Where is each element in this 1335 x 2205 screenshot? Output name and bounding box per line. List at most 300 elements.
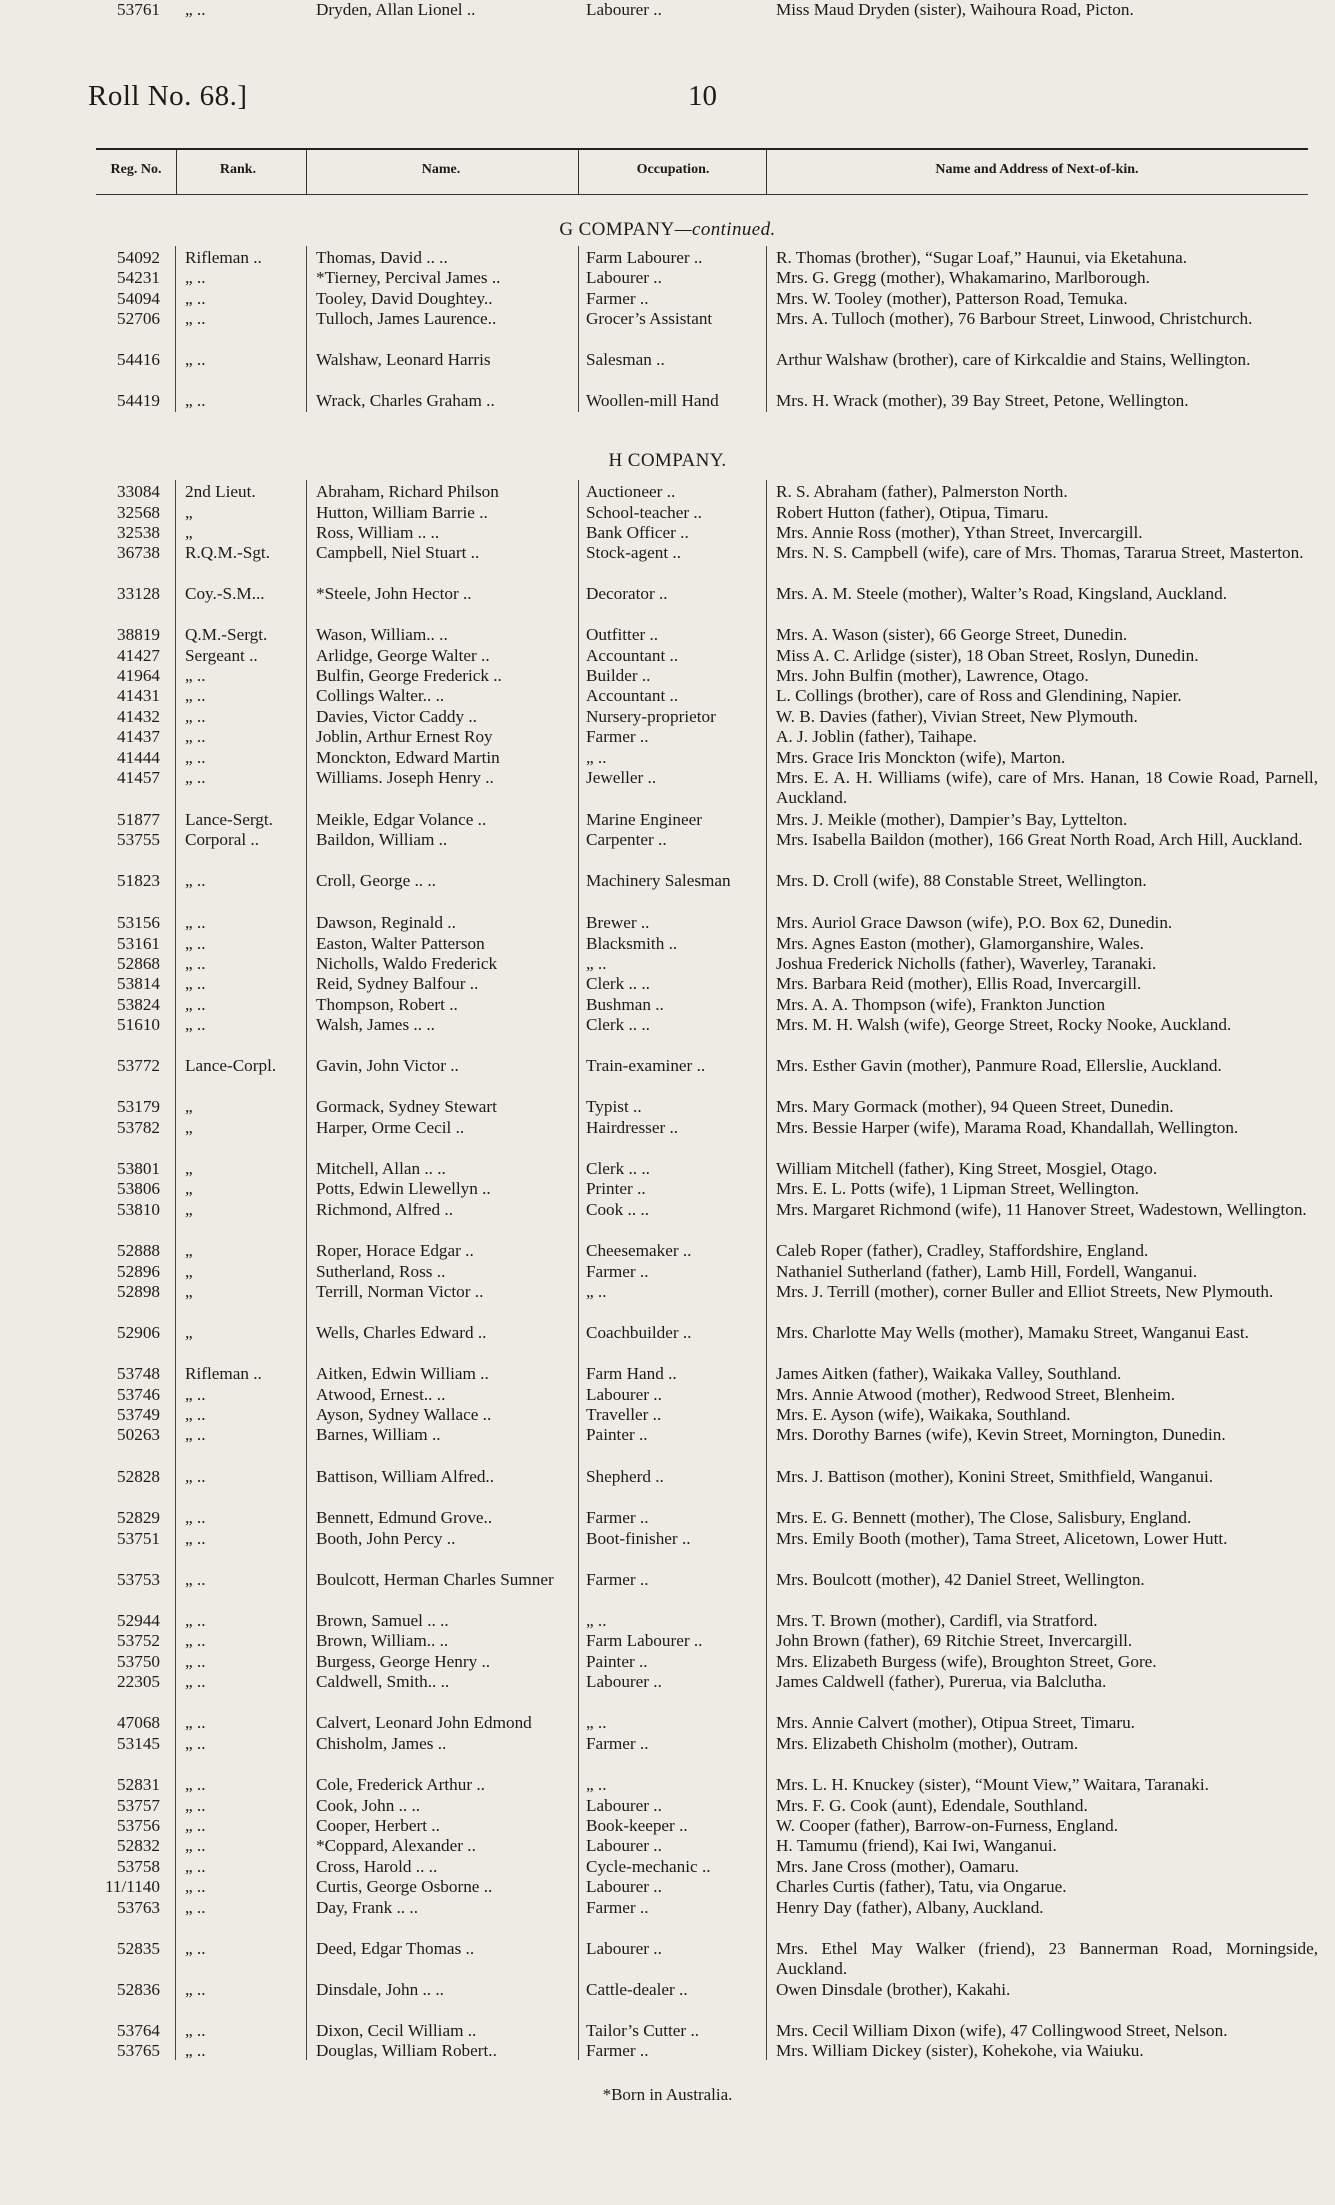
soldier-name: Sutherland, Ross ..: [316, 1262, 446, 1281]
soldier-name: Cross, Harold .. ..: [316, 1857, 438, 1876]
occupation: Farmer ..: [586, 1508, 649, 1527]
soldier-name: Arlidge, George Walter ..: [316, 646, 490, 665]
reg-number: 52888: [117, 1241, 160, 1260]
reg-number: 53761: [117, 0, 160, 19]
soldier-name: Nicholls, Waldo Frederick: [316, 954, 498, 973]
occupation: Painter ..: [586, 1652, 648, 1671]
reg-number: 53824: [117, 995, 160, 1014]
reg-number: 54419: [117, 391, 160, 410]
soldier-name: Atwood, Ernest.. ..: [316, 1385, 446, 1404]
reg-number: 53753: [117, 1570, 160, 1589]
occupation: Bank Officer ..: [586, 523, 689, 542]
header-bottom-rule: [96, 194, 1308, 195]
soldier-name: Bulfin, George Frederick ..: [316, 666, 502, 685]
soldier-name: Gormack, Sydney Stewart: [316, 1097, 497, 1116]
occupation: Train-examiner ..: [586, 1056, 706, 1075]
next-of-kin: Mrs. E. Ayson (wife), Waikaka, Southland.: [776, 1405, 1071, 1424]
soldier-name: Thomas, David .. ..: [316, 248, 448, 267]
soldier-name: Ross, William .. ..: [316, 523, 440, 542]
soldier-name: Booth, John Percy ..: [316, 1529, 456, 1548]
soldier-name: Brown, William.. ..: [316, 1631, 449, 1650]
soldier-name: Battison, William Alfred..: [316, 1467, 495, 1486]
rank: „ ..: [185, 1405, 206, 1424]
reg-number: 53810: [117, 1200, 160, 1219]
rank: „: [185, 1159, 193, 1178]
next-of-kin: Henry Day (father), Albany, Auckland.: [776, 1898, 1044, 1917]
next-of-kin: James Aitken (father), Waikaka Valley, Southland.: [776, 1364, 1122, 1383]
rank: „ ..: [185, 727, 206, 746]
column-rule: [578, 246, 579, 412]
soldier-name: Potts, Edwin Llewellyn ..: [316, 1179, 491, 1198]
rank: Corporal ..: [185, 830, 259, 849]
occupation: Cycle-mechanic ..: [586, 1857, 711, 1876]
soldier-name: Barnes, William ..: [316, 1425, 441, 1444]
next-of-kin: Mrs. N. S. Campbell (wife), care of Mrs. Thomas, Tararua Street, Masterton.: [776, 543, 1304, 562]
next-of-kin: Mrs. Margaret Richmond (wife), 11 Hanover Street, Wadestown, Wellington.: [776, 1200, 1307, 1219]
occupation: Labourer ..: [586, 1672, 662, 1691]
next-of-kin: Miss Maud Dryden (sister), Waihoura Road, Picton.: [776, 0, 1134, 19]
next-of-kin: William Mitchell (father), King Street, Mosgiel, Otago.: [776, 1159, 1158, 1178]
next-of-kin: Mrs. E. A. H. Williams (wife), care of Mrs. Hanan, 18 Cowie Road, Parnell, Auckland.: [776, 768, 1318, 808]
soldier-name: Boulcott, Herman Charles Sumner: [316, 1570, 554, 1589]
reg-number: 41431: [117, 686, 160, 705]
soldier-name: Dryden, Allan Lionel ..: [316, 0, 476, 19]
occupation: Clerk .. ..: [586, 1015, 650, 1034]
occupation: „ ..: [586, 1775, 607, 1794]
soldier-name: Deed, Edgar Thomas ..: [316, 1939, 475, 1958]
next-of-kin: Mrs. J. Battison (mother), Konini Street, Smithfield, Wanganui.: [776, 1467, 1214, 1486]
next-of-kin: Mrs. A. Tulloch (mother), 76 Barbour Street, Linwood, Christchurch.: [776, 309, 1253, 328]
reg-number: 53758: [117, 1857, 160, 1876]
soldier-name: Douglas, William Robert..: [316, 2041, 497, 2060]
soldier-name: Monckton, Edward Martin: [316, 748, 500, 767]
occupation: Decorator ..: [586, 584, 668, 603]
soldier-name: Burgess, George Henry ..: [316, 1652, 491, 1671]
next-of-kin: R. Thomas (brother), “Sugar Loaf,” Haunui, via Eketahuna.: [776, 248, 1188, 267]
column-rank: Rank.: [219, 162, 257, 177]
next-of-kin: Mrs. Mary Gormack (mother), 94 Queen Street, Dunedin.: [776, 1097, 1174, 1116]
occupation: Labourer ..: [586, 1385, 662, 1404]
rank: „ ..: [185, 871, 206, 890]
next-of-kin: W. Cooper (father), Barrow-on-Furness, England.: [776, 1816, 1119, 1835]
next-of-kin: R. S. Abraham (father), Palmerston North.: [776, 482, 1068, 501]
rank: Coy.-S.M...: [185, 584, 265, 603]
occupation: Outfitter ..: [586, 625, 659, 644]
column-rule: [306, 480, 307, 2060]
rank: „: [185, 1097, 193, 1116]
reg-number: 33128: [117, 584, 160, 603]
reg-number: 52868: [117, 954, 160, 973]
reg-number: 41432: [117, 707, 160, 726]
next-of-kin: W. B. Davies (father), Vivian Street, New Plymouth.: [776, 707, 1138, 726]
company-heading-g: [0, 219, 1335, 241]
next-of-kin: H. Tamumu (friend), Kai Iwi, Wanganui.: [776, 1836, 1057, 1855]
soldier-name: Cole, Frederick Arthur ..: [316, 1775, 485, 1794]
soldier-name: Tooley, David Doughtey..: [316, 289, 493, 308]
next-of-kin: Mrs. E. L. Potts (wife), 1 Lipman Street, Wellington.: [776, 1179, 1140, 1198]
next-of-kin: Arthur Walshaw (brother), care of Kirkcaldie and Stains, Wellington.: [776, 350, 1251, 369]
reg-number: 33084: [117, 482, 160, 501]
soldier-name: Caldwell, Smith.. ..: [316, 1672, 450, 1691]
occupation: Builder ..: [586, 666, 651, 685]
soldier-name: Calvert, Leonard John Edmond: [316, 1713, 532, 1732]
rank: „ ..: [185, 1467, 206, 1486]
next-of-kin: Mrs. Charlotte May Wells (mother), Mamaku Street, Wanganui East.: [776, 1323, 1249, 1342]
reg-number: 53749: [117, 1405, 160, 1424]
rank: „ ..: [185, 1425, 206, 1444]
occupation: Farm Hand ..: [586, 1364, 677, 1383]
next-of-kin: Mrs. Isabella Baildon (mother), 166 Great North Road, Arch Hill, Auckland.: [776, 830, 1303, 849]
reg-number: 53801: [117, 1159, 160, 1178]
rank: „ ..: [185, 1672, 206, 1691]
rank: „: [185, 1262, 193, 1281]
page-number: 10: [688, 80, 717, 112]
occupation: Bushman ..: [586, 995, 664, 1014]
reg-number: 52835: [117, 1939, 160, 1958]
next-of-kin: Mrs. Cecil William Dixon (wife), 47 Collingwood Street, Nelson.: [776, 2021, 1228, 2040]
occupation: Blacksmith ..: [586, 934, 678, 953]
reg-number: 41444: [117, 748, 160, 767]
rank: „ ..: [185, 974, 206, 993]
occupation: Labourer ..: [586, 1796, 662, 1815]
reg-number: 11/1140: [104, 1877, 160, 1896]
soldier-name: Wrack, Charles Graham ..: [316, 391, 495, 410]
column-rule: [766, 246, 767, 412]
reg-number: 52829: [117, 1508, 160, 1527]
rank: „ ..: [185, 666, 206, 685]
rank: „ ..: [185, 1385, 206, 1404]
next-of-kin: L. Collings (brother), care of Ross and Glendining, Napier.: [776, 686, 1182, 705]
next-of-kin: Mrs. A. M. Steele (mother), Walter’s Road, Kingsland, Auckland.: [776, 584, 1227, 603]
soldier-name: Easton, Walter Patterson: [316, 934, 485, 953]
reg-number: 50263: [117, 1425, 160, 1444]
occupation: Cheesemaker ..: [586, 1241, 692, 1260]
soldier-name: Dixon, Cecil William ..: [316, 2021, 477, 2040]
occupation: Painter ..: [586, 1425, 648, 1444]
occupation: „ ..: [586, 1611, 607, 1630]
rank: „ ..: [185, 913, 206, 932]
reg-number: 52828: [117, 1467, 160, 1486]
reg-number: 53765: [117, 2041, 160, 2060]
footnote: *Born in Australia.: [602, 2085, 733, 2104]
reg-number: 52944: [117, 1611, 160, 1630]
occupation: Clerk .. ..: [586, 974, 650, 993]
reg-number: 53764: [117, 2021, 160, 2040]
rank: 2nd Lieut.: [185, 482, 256, 501]
next-of-kin: Mrs. F. G. Cook (aunt), Edendale, Southland.: [776, 1796, 1088, 1815]
reg-number: 53746: [117, 1385, 160, 1404]
occupation: Machinery Salesman: [586, 871, 731, 890]
reg-number: 51877: [117, 810, 160, 829]
rank: „: [185, 1118, 193, 1137]
rank: „ ..: [185, 1652, 206, 1671]
next-of-kin: Mrs. M. H. Walsh (wife), George Street, Rocky Nooke, Auckland.: [776, 1015, 1232, 1034]
reg-number: 53156: [117, 913, 160, 932]
reg-number: 41457: [117, 768, 160, 787]
soldier-name: *Steele, John Hector ..: [316, 584, 472, 603]
rank: „ ..: [185, 1611, 206, 1630]
occupation: Book-keeper ..: [586, 1816, 688, 1835]
soldier-name: Curtis, George Osborne ..: [316, 1877, 493, 1896]
occupation: Printer ..: [586, 1179, 646, 1198]
rank: Q.M.-Sergt.: [185, 625, 268, 644]
rank: „ ..: [185, 1508, 206, 1527]
reg-number: 53756: [117, 1816, 160, 1835]
reg-number: 32568: [117, 503, 160, 522]
column-occupation: Occupation.: [636, 162, 710, 177]
next-of-kin: Mrs. William Dickey (sister), Kohekohe, via Waiuku.: [776, 2041, 1144, 2060]
soldier-name: Day, Frank .. ..: [316, 1898, 418, 1917]
soldier-name: Mitchell, Allan .. ..: [316, 1159, 446, 1178]
soldier-name: Wason, William.. ..: [316, 625, 448, 644]
occupation: Labourer ..: [586, 1939, 662, 1958]
rank: „ ..: [185, 350, 206, 369]
company-title: H COMPANY.: [608, 450, 727, 471]
next-of-kin: Mrs. John Bulfin (mother), Lawrence, Otago.: [776, 666, 1089, 685]
next-of-kin: Mrs. Boulcott (mother), 42 Daniel Street, Wellington.: [776, 1570, 1145, 1589]
next-of-kin: Mrs. H. Wrack (mother), 39 Bay Street, Petone, Wellington.: [776, 391, 1189, 410]
soldier-name: Wells, Charles Edward ..: [316, 1323, 487, 1342]
rank: „ ..: [185, 1529, 206, 1548]
next-of-kin: John Brown (father), 69 Ritchie Street, Invercargill.: [776, 1631, 1133, 1650]
occupation: Carpenter ..: [586, 830, 667, 849]
next-of-kin: Mrs. A. A. Thompson (wife), Frankton Junction: [776, 995, 1106, 1014]
occupation: Labourer ..: [586, 1836, 662, 1855]
occupation: Salesman ..: [586, 350, 665, 369]
rank: „: [185, 1241, 193, 1260]
rank: „: [185, 1323, 193, 1342]
reg-number: 53752: [117, 1631, 160, 1650]
occupation: Marine Engineer: [586, 810, 702, 829]
next-of-kin: Mrs. W. Tooley (mother), Patterson Road, Temuka.: [776, 289, 1128, 308]
rank: „ ..: [185, 995, 206, 1014]
soldier-name: *Coppard, Alexander ..: [316, 1836, 476, 1855]
next-of-kin: Mrs. Elizabeth Chisholm (mother), Outram.: [776, 1734, 1079, 1753]
next-of-kin: Owen Dinsdale (brother), Kakahi.: [776, 1980, 1011, 1999]
rank: Sergeant ..: [185, 646, 258, 665]
company-title: G COMPANY: [559, 219, 675, 240]
soldier-name: Croll, George .. ..: [316, 871, 436, 890]
next-of-kin: Mrs. Jane Cross (mother), Oamaru.: [776, 1857, 1019, 1876]
reg-number: 52898: [117, 1282, 160, 1301]
column-next-of-kin: Name and Address of Next-of-kin.: [935, 162, 1139, 177]
occupation: „ ..: [586, 1282, 607, 1301]
next-of-kin: Charles Curtis (father), Tatu, via Ongarue.: [776, 1877, 1067, 1896]
rank: „ ..: [185, 1980, 206, 1999]
occupation: „ ..: [586, 954, 607, 973]
reg-number: 53179: [117, 1097, 160, 1116]
soldier-name: Joblin, Arthur Ernest Roy: [316, 727, 493, 746]
reg-number: 54094: [117, 289, 160, 308]
soldier-name: Reid, Sydney Balfour ..: [316, 974, 479, 993]
next-of-kin: Mrs. Dorothy Barnes (wife), Kevin Street, Mornington, Dunedin.: [776, 1425, 1226, 1444]
rank: „ ..: [185, 268, 206, 287]
soldier-name: Meikle, Edgar Volance ..: [316, 810, 487, 829]
next-of-kin: Mrs. J. Meikle (mother), Dampier’s Bay, Lyttelton.: [776, 810, 1128, 829]
next-of-kin: Nathaniel Sutherland (father), Lamb Hill, Fordell, Wanganui.: [776, 1262, 1198, 1281]
occupation: Farm Labourer ..: [586, 248, 703, 267]
rank: „: [185, 1282, 193, 1301]
header-top-rule: [96, 148, 1308, 150]
soldier-name: Dawson, Reginald ..: [316, 913, 456, 932]
reg-number: 53772: [117, 1056, 160, 1075]
next-of-kin: A. J. Joblin (father), Taihape.: [776, 727, 977, 746]
soldier-name: Tulloch, James Laurence..: [316, 309, 497, 328]
occupation: Cattle-dealer ..: [586, 1980, 688, 1999]
next-of-kin: Mrs. D. Croll (wife), 88 Constable Street, Wellington.: [776, 871, 1147, 890]
occupation: Farmer ..: [586, 289, 649, 308]
rank: Rifleman ..: [185, 1364, 262, 1383]
soldier-name: Campbell, Niel Stuart ..: [316, 543, 480, 562]
reg-number: 47068: [117, 1713, 160, 1732]
reg-number: 54092: [117, 248, 160, 267]
reg-number: 51610: [117, 1015, 160, 1034]
rank: „: [185, 1179, 193, 1198]
rank: „ ..: [185, 289, 206, 308]
next-of-kin: Mrs. Barbara Reid (mother), Ellis Road, Invercargill.: [776, 974, 1142, 993]
rank: „ ..: [185, 934, 206, 953]
reg-number: 53763: [117, 1898, 160, 1917]
next-of-kin: Caleb Roper (father), Cradley, Staffordshire, England.: [776, 1241, 1149, 1260]
occupation: Woollen-mill Hand: [586, 391, 719, 410]
reg-number: 52831: [117, 1775, 160, 1794]
occupation: Farmer ..: [586, 727, 649, 746]
occupation: Nursery-proprietor: [586, 707, 716, 726]
rank: „ ..: [185, 1713, 206, 1732]
rank: „ ..: [185, 768, 206, 787]
soldier-name: Terrill, Norman Victor ..: [316, 1282, 484, 1301]
reg-number: 53751: [117, 1529, 160, 1548]
occupation: Labourer ..: [586, 268, 662, 287]
occupation: Traveller ..: [586, 1405, 662, 1424]
reg-number: 53757: [117, 1796, 160, 1815]
rank: „ ..: [185, 1775, 206, 1794]
reg-number: 53161: [117, 934, 160, 953]
soldier-name: *Tierney, Percival James ..: [316, 268, 501, 287]
occupation: Farmer ..: [586, 1898, 649, 1917]
column-rule: [306, 246, 307, 412]
rank: „ ..: [185, 686, 206, 705]
occupation: Typist ..: [586, 1097, 642, 1116]
occupation: School-teacher ..: [586, 503, 702, 522]
reg-number: 36738: [117, 543, 160, 562]
reg-number: 52832: [117, 1836, 160, 1855]
occupation: Auctioneer ..: [586, 482, 676, 501]
soldier-name: Williams. Joseph Henry ..: [316, 768, 494, 787]
rank: „ ..: [185, 2041, 206, 2060]
reg-number: 51823: [117, 871, 160, 890]
soldier-name: Baildon, William ..: [316, 830, 448, 849]
table-header: [96, 148, 1308, 198]
next-of-kin: Mrs. Emily Booth (mother), Tama Street, Alicetown, Lower Hutt.: [776, 1529, 1228, 1548]
rank: Rifleman ..: [185, 248, 262, 267]
next-of-kin: Robert Hutton (father), Otipua, Timaru.: [776, 503, 1049, 522]
rank: „ ..: [185, 1796, 206, 1815]
reg-number: 38819: [117, 625, 160, 644]
soldier-name: Walshaw, Leonard Harris: [316, 350, 491, 369]
occupation: Grocer’s Assistant: [586, 309, 713, 328]
column-rule: [175, 480, 176, 2060]
rank: „ ..: [185, 1857, 206, 1876]
occupation: Hairdresser ..: [586, 1118, 679, 1137]
soldier-name: Roper, Horace Edgar ..: [316, 1241, 474, 1260]
occupation: Brewer ..: [586, 913, 650, 932]
company-heading-h: [0, 450, 1335, 472]
soldier-name: Chisholm, James ..: [316, 1734, 447, 1753]
soldier-name: Aitken, Edwin William ..: [316, 1364, 489, 1383]
reg-number: 53782: [117, 1118, 160, 1137]
next-of-kin: Mrs. G. Gregg (mother), Whakamarino, Marlborough.: [776, 268, 1150, 287]
occupation: „ ..: [586, 1713, 607, 1732]
reg-number: 22305: [117, 1672, 160, 1691]
rank: „ ..: [185, 707, 206, 726]
occupation: Farmer ..: [586, 1262, 649, 1281]
reg-number: 53750: [117, 1652, 160, 1671]
reg-number: 52896: [117, 1262, 160, 1281]
next-of-kin: James Caldwell (father), Purerua, via Balclutha.: [776, 1672, 1107, 1691]
reg-number: 54416: [117, 350, 160, 369]
rank: „ ..: [185, 954, 206, 973]
reg-number: 53814: [117, 974, 160, 993]
next-of-kin: Mrs. Bessie Harper (wife), Marama Road, Khandallah, Wellington.: [776, 1118, 1239, 1137]
occupation: Accountant ..: [586, 686, 679, 705]
column-rule: [578, 480, 579, 2060]
reg-number: 53755: [117, 830, 160, 849]
next-of-kin: Joshua Frederick Nicholls (father), Waverley, Taranaki.: [776, 954, 1157, 973]
occupation: Labourer ..: [586, 0, 662, 19]
rank: „: [185, 1200, 193, 1219]
reg-number: 52906: [117, 1323, 160, 1342]
soldier-name: Cook, John .. ..: [316, 1796, 421, 1815]
soldier-name: Hutton, William Barrie ..: [316, 503, 488, 522]
next-of-kin: Mrs. J. Terrill (mother), corner Buller and Elliot Streets, New Plymouth.: [776, 1282, 1274, 1301]
soldier-name: Gavin, John Victor ..: [316, 1056, 459, 1075]
reg-number: 32538: [117, 523, 160, 542]
occupation: Stock-agent ..: [586, 543, 681, 562]
rank: „ ..: [185, 1898, 206, 1917]
occupation: Clerk .. ..: [586, 1159, 650, 1178]
rank: „ ..: [185, 1631, 206, 1650]
column-name: Name.: [421, 162, 461, 177]
occupation: Labourer ..: [586, 1877, 662, 1896]
occupation: Cook .. ..: [586, 1200, 650, 1219]
soldier-name: Walsh, James .. ..: [316, 1015, 435, 1034]
occupation: Tailor’s Cutter ..: [586, 2021, 700, 2040]
column-rule: [175, 246, 176, 412]
next-of-kin: Mrs. L. H. Knuckey (sister), “Mount View,” Waitara, Taranaki.: [776, 1775, 1209, 1794]
company-suffix: —continued.: [674, 219, 776, 240]
reg-number: 53806: [117, 1179, 160, 1198]
rank: „ ..: [185, 1015, 206, 1034]
reg-number: 41437: [117, 727, 160, 746]
next-of-kin: Mrs. Agnes Easton (mother), Glamorganshire, Wales.: [776, 934, 1144, 953]
occupation: Farmer ..: [586, 2041, 649, 2060]
soldier-name: Davies, Victor Caddy ..: [316, 707, 477, 726]
rank: „ ..: [185, 0, 206, 19]
next-of-kin: Mrs. Auriol Grace Dawson (wife), P.O. Box 62, Dunedin.: [776, 913, 1173, 932]
reg-number: 52706: [117, 309, 160, 328]
occupation: Farmer ..: [586, 1570, 649, 1589]
next-of-kin: Mrs. Annie Atwood (mother), Redwood Street, Blenheim.: [776, 1385, 1176, 1404]
next-of-kin: Mrs. Annie Calvert (mother), Otipua Street, Timaru.: [776, 1713, 1135, 1732]
soldier-name: Richmond, Alfred ..: [316, 1200, 454, 1219]
rank: „ ..: [185, 309, 206, 328]
next-of-kin: Mrs. Ethel May Walker (friend), 23 Bannerman Road, Morningside, Auckland.: [776, 1939, 1318, 1979]
next-of-kin: Mrs. E. G. Bennett (mother), The Close, Salisbury, England.: [776, 1508, 1192, 1527]
rank: „ ..: [185, 2021, 206, 2040]
soldier-name: Dinsdale, John .. ..: [316, 1980, 444, 1999]
occupation: „ ..: [586, 748, 607, 767]
